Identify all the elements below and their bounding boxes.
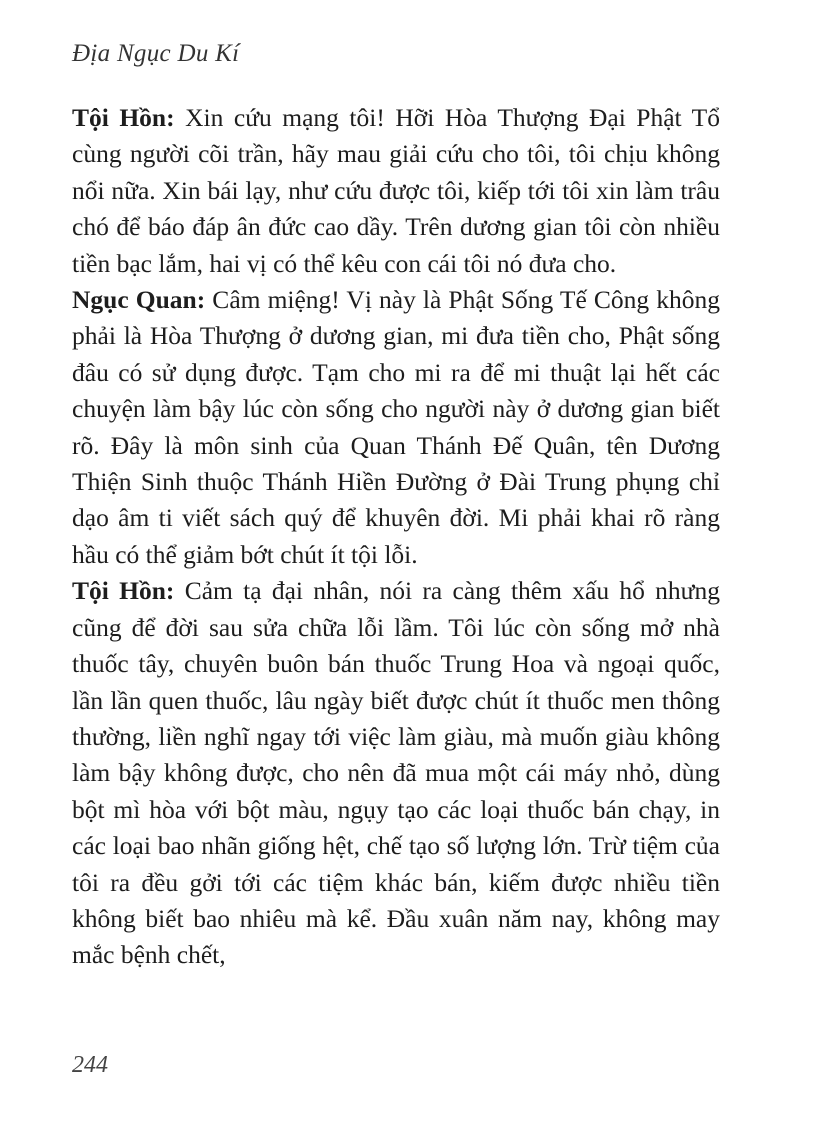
speaker-colon: :	[196, 285, 206, 315]
running-title: Địa Ngục Du Kí	[72, 40, 240, 67]
body-text	[72, 100, 720, 974]
speaker-name: Tội Hồn	[72, 103, 167, 132]
page-number: 244	[72, 1052, 108, 1078]
dialogue-text: Cảm tạ đại nhân, nói ra càng thêm xấu hổ nhưng cũng để đời sau sửa chữa lỗi lầm. Tôi lúc còn sống mở nhà thuốc tây, chuyên buôn bán thuốc Trung Hoa và ngoại quốc, lần lần quen thuốc, lâu ngày biết được chút ít thuốc men thông thường, liền nghĩ ngay tới việc làm giàu, mà muốn giàu không làm bậy không được, cho nên đã mua một cái máy nhỏ, dùng bột mì hòa với bột màu, ngụy tạo các loại thuốc bán chạy, in các loại bao nhãn giống hệt, chế tạo số lượng lớn. Trừ tiệm của tôi ra đều gởi tới các tiệm khác bán, kiếm được nhiều tiền không biết bao nhiêu mà kể. Đầu xuân năm nay, không may mắc bệnh chết,	[72, 576, 720, 970]
speaker-name: Tội Hồn	[72, 576, 166, 606]
paragraph-toi-hon-2	[72, 573, 720, 973]
speaker-label	[72, 576, 174, 605]
speaker-label	[72, 285, 205, 314]
speaker-name: Ngục Quan	[72, 285, 197, 315]
speaker-label	[72, 103, 175, 132]
paragraph-nguc-quan	[72, 282, 720, 573]
speaker-colon: :	[166, 103, 175, 132]
speaker-colon: :	[165, 576, 175, 606]
paragraph-toi-hon-1	[72, 100, 720, 282]
dialogue-text: Xin cứu mạng tôi! Hỡi Hòa Thượng Đại Phật Tổ cùng người cõi trần, hãy mau giải cứu cho tôi, tôi chịu không nổi nữa. Xin bái lạy, như cứu được tôi, kiếp tới tôi xin làm trâu chó để báo đáp ân đức cao dầy. Trên dương gian tôi còn nhiều tiền bạc lắm, hai vị có thể kêu con cái tôi nó đưa cho.	[72, 103, 720, 278]
dialogue-text: Câm miệng! Vị này là Phật Sống Tế Công không phải là Hòa Thượng ở dương gian, mi đưa tiền cho, Phật sống đâu có sử dụng được. Tạm cho mi ra để mi thuật lại hết các chuyện làm bậy lúc còn sống cho người này ở dương gian biết rõ. Đây là môn sinh của Quan Thánh Đế Quân, tên Dương Thiện Sinh thuộc Thánh Hiền Đường ở Đài Trung phụng chỉ dạo âm ti viết sách quý để khuyên đời. Mi phải khai rõ ràng hầu có thể giảm bớt chút ít tội lỗi.	[72, 285, 721, 569]
